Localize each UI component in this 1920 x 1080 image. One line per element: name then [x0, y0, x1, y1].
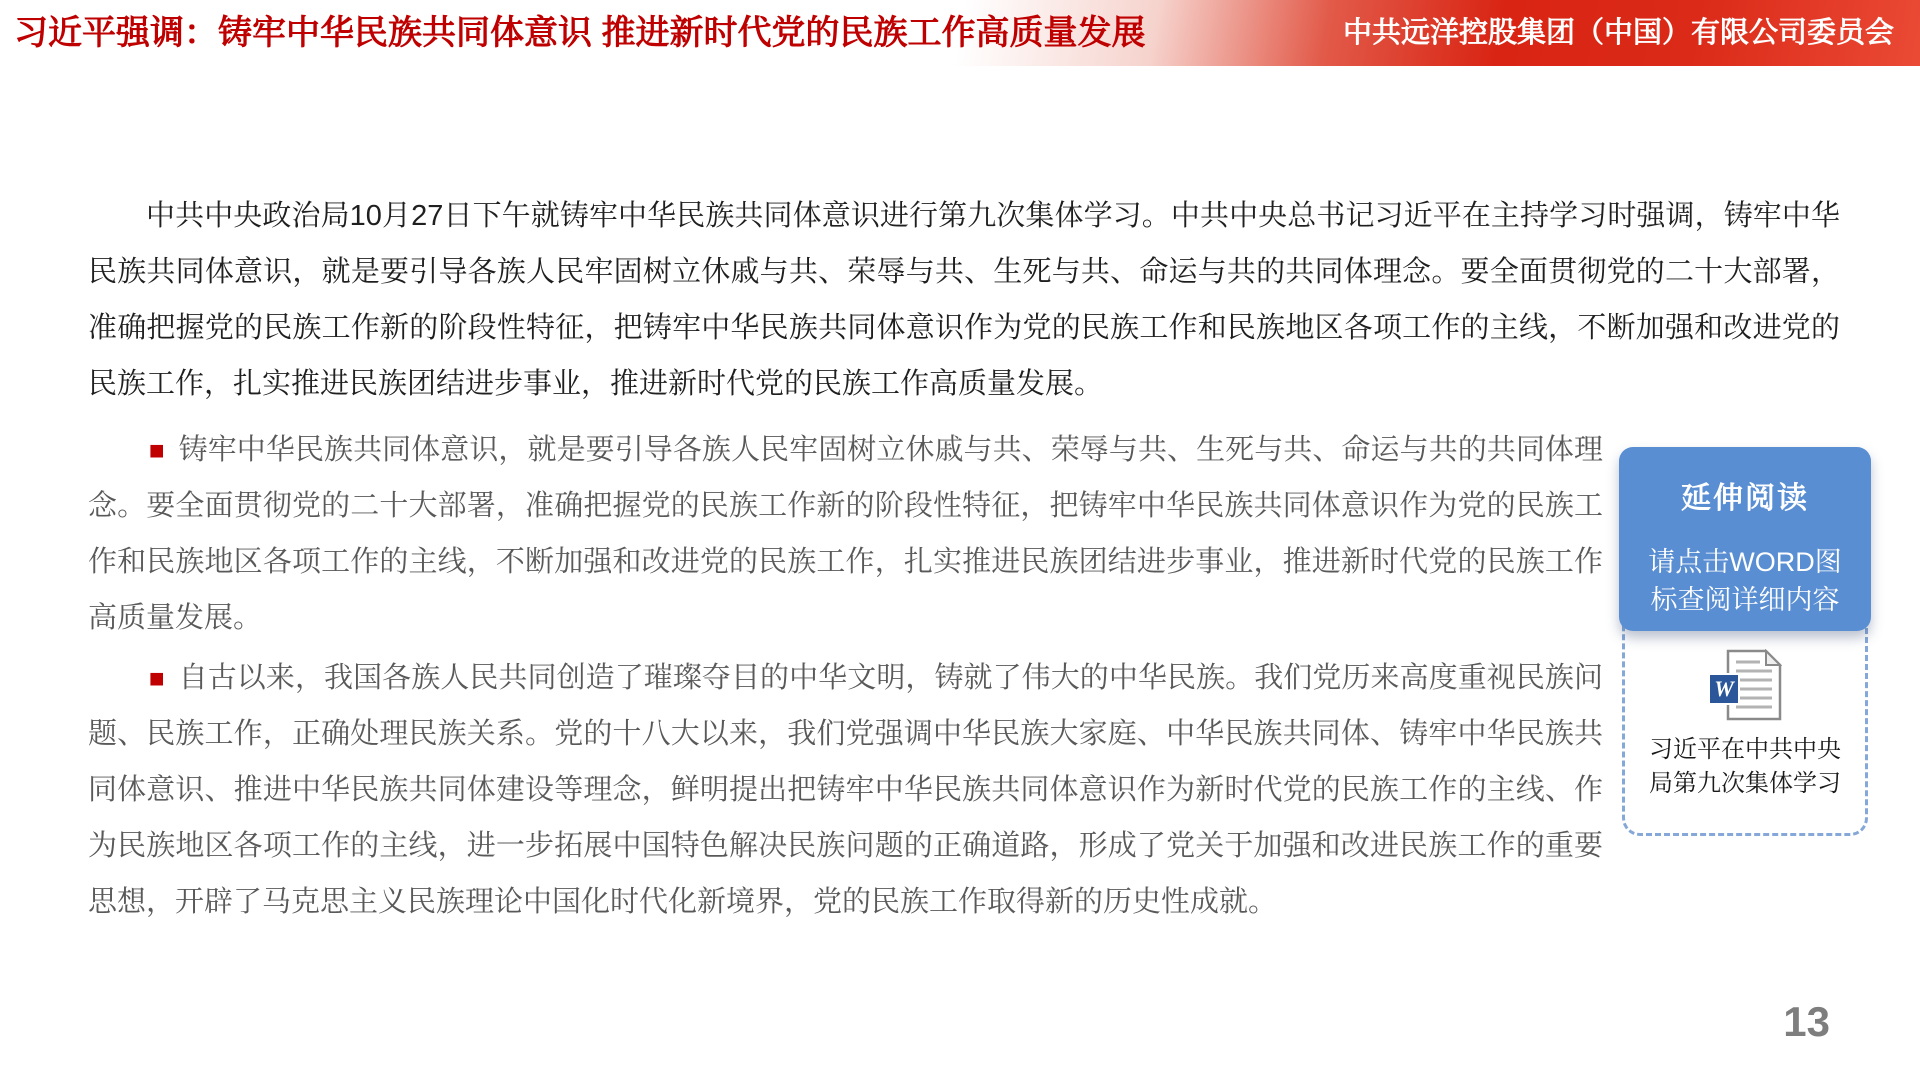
- word-attachment: [1625, 649, 1865, 801]
- paragraph-point-2-text: 自古以来，我国各族人民共同创造了璀璨夺目的中华文明，铸就了伟大的中华民族。我们党历来高度重视民族问题、民族工作，正确处理民族关系。党的十八大以来，我们党强调中华民族大家庭、中华民族共同体、铸牢中华民族共同体意识、推进中华民族共同体建设等理念，鲜明提出把铸牢中华民族共同体意识作为新时代党的民族工作的主线、作为民族地区各项工作的主线，进一步拓展中国特色解决民族问题的正确道路，形成了党关于加强和改进民族工作的重要思想，开辟了马克思主义民族理论中国化时代化新境界，党的民族工作取得新的历史性成就。: [88, 662, 1603, 918]
- slide-title: 习近平强调：铸牢中华民族共同体意识 推进新时代党的民族工作高质量发展: [14, 14, 1146, 52]
- wrapped-text-column: [88, 422, 1603, 930]
- red-square-bullet-icon: ■: [148, 663, 165, 693]
- extended-reading-panel: [1622, 450, 1868, 836]
- red-square-bullet-icon: ■: [148, 435, 165, 465]
- paragraph-lead: 中共中央政治局10月27日下午就铸牢中华民族共同体意识进行第九次集体学习。中共中央总书记习近平在主持学习时强调，铸牢中华民族共同体意识，就是要引导各族人民牢固树立休戚与共、荣辱与共、生死与共、命运与共的共同体理念。要全面贯彻党的二十大部署，准确把握党的民族工作新的阶段性特征，把铸牢中华民族共同体意识作为党的民族工作和民族地区各项工作的主线，不断加强和改进党的民族工作，扎实推进民族团结进步事业，推进新时代党的民族工作高质量发展。: [88, 200, 1840, 400]
- paragraph-point-1-text: 铸牢中华民族共同体意识，就是要引导各族人民牢固树立休戚与共、荣辱与共、生死与共、命运与共的共同体理念。要全面贯彻党的二十大部署，准确把握党的民族工作新的阶段性特征，把铸牢中华民族共同体意识作为党的民族工作和民族地区各项工作的主线，不断加强和改进党的民族工作，扎实推进民族团结进步事业，推进新时代党的民族工作高质量发展。: [88, 434, 1603, 634]
- extended-reading-instruction: 请点击WORD图标查阅详细内容: [1648, 547, 1842, 615]
- paragraph-point-2: [88, 650, 1603, 930]
- extended-reading-title: 延伸阅读: [1681, 482, 1809, 515]
- content-area: [88, 188, 1840, 930]
- word-w-badge-icon[interactable]: W: [1708, 673, 1740, 705]
- page-number: 13: [1783, 998, 1830, 1045]
- paragraph-point-1: [88, 422, 1603, 646]
- header-bar: [0, 0, 1920, 66]
- word-attachment-caption: 习近平在中共中央局第九次集体学习: [1649, 736, 1841, 797]
- word-document-icon[interactable]: [1708, 649, 1782, 725]
- extended-reading-callout: [1619, 447, 1871, 631]
- committee-name: 中共远洋控股集团（中国）有限公司委员会: [1342, 17, 1894, 49]
